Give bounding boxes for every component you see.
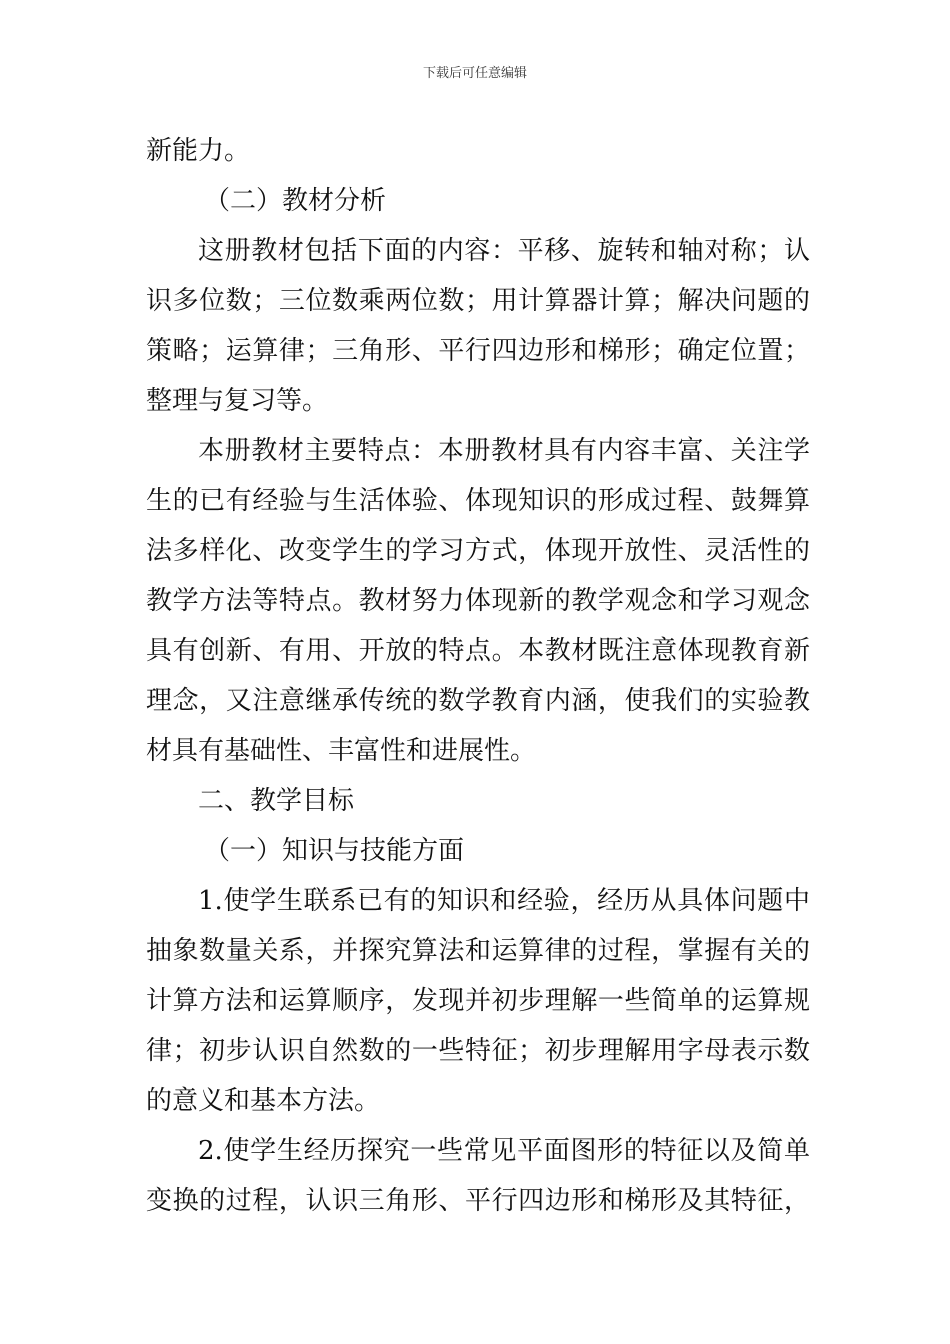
paragraph-line: 2.使学生经历探究一些常见平面图形的特征以及简单 (198, 1136, 810, 1166)
paragraph-line: 的意义和基本方法。 (146, 1086, 381, 1116)
paragraph-line: 材具有基础性、丰富性和进展性。 (146, 736, 537, 766)
paragraph-line: 律；初步认识自然数的一些特征；初步理解用字母表示数 (146, 1036, 810, 1066)
paragraph-line: 新能力。 (146, 136, 251, 166)
paragraph-line: 具有创新、有用、开放的特点。本教材既注意体现教育新 (146, 636, 810, 666)
paragraph-line: 计算方法和运算顺序，发现并初步理解一些简单的运算规 (146, 986, 810, 1016)
paragraph-line: 策略；运算律；三角形、平行四边形和梯形；确定位置； (146, 336, 810, 366)
paragraph-line: 生的已有经验与生活体验、体现知识的形成过程、鼓舞算 (146, 486, 810, 516)
paragraph-line: 识多位数；三位数乘两位数；用计算器计算；解决问题的 (146, 286, 810, 316)
paragraph-line: 本册教材主要特点：本册教材具有内容丰富、关注学 (198, 436, 810, 466)
page-header: 下载后可任意编辑 (422, 66, 527, 81)
paragraph-line: 法多样化、改变学生的学习方式，体现开放性、灵活性的 (146, 536, 810, 566)
section-heading: 二、教学目标 (198, 786, 355, 816)
paragraph-line: 理念，又注意继承传统的数学教育内涵，使我们的实验教 (146, 686, 810, 716)
document-body (146, 126, 810, 1226)
paragraph-line: 整理与复习等。 (146, 386, 329, 416)
paragraph-line: 教学方法等特点。教材努力体现新的教学观念和学习观念 (146, 586, 810, 616)
subsection-heading: （一）知识与技能方面 (204, 836, 465, 866)
paragraph-line: 1.使学生联系已有的知识和经验，经历从具体问题中 (198, 886, 810, 916)
paragraph-line: 抽象数量关系，并探究算法和运算律的过程，掌握有关的 (146, 936, 810, 966)
section-heading: （二）教材分析 (204, 186, 387, 216)
paragraph-line: 这册教材包括下面的内容：平移、旋转和轴对称；认 (198, 236, 810, 266)
paragraph-line: 变换的过程，认识三角形、平行四边形和梯形及其特征， (146, 1186, 810, 1216)
